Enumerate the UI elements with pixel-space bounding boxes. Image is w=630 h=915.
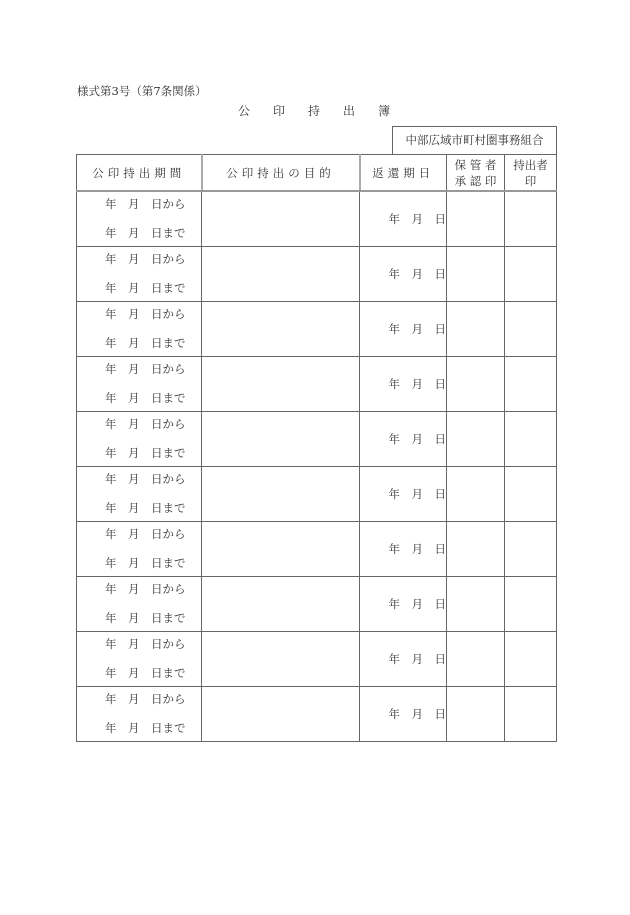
period-to: 年 月 日まで	[105, 666, 186, 680]
form-number: 様式第3号（第7条関係）	[77, 84, 207, 98]
return-date-cell[interactable]: 年 月 日	[360, 632, 447, 687]
period-from: 年 月 日から	[105, 472, 186, 486]
table-row	[77, 632, 557, 687]
period-from: 年 月 日から	[105, 197, 186, 211]
approval-seal-cell[interactable]	[447, 302, 505, 357]
period-to: 年 月 日まで	[105, 391, 186, 405]
period-from: 年 月 日から	[105, 252, 186, 266]
table-header-row	[77, 155, 557, 192]
table-row	[77, 247, 557, 302]
table-row	[77, 577, 557, 632]
table-row	[77, 302, 557, 357]
holder-seal-cell[interactable]	[505, 191, 557, 247]
return-date-cell[interactable]: 年 月 日	[360, 357, 447, 412]
approval-seal-cell[interactable]	[447, 247, 505, 302]
table-row	[77, 687, 557, 742]
period-cell[interactable]	[77, 632, 202, 687]
seal-checkout-ledger	[76, 154, 557, 742]
approval-seal-cell[interactable]	[447, 632, 505, 687]
period-from: 年 月 日から	[105, 362, 186, 376]
title-char: 印	[273, 104, 286, 118]
purpose-cell[interactable]	[202, 687, 360, 742]
return-date-cell[interactable]: 年 月 日	[360, 467, 447, 522]
approval-seal-cell[interactable]	[447, 467, 505, 522]
header-custodian-line1: 保 管 者	[454, 157, 497, 172]
holder-seal-cell[interactable]	[505, 687, 557, 742]
table-row	[77, 357, 557, 412]
approval-seal-cell[interactable]	[447, 687, 505, 742]
title-char: 公	[238, 104, 251, 118]
holder-seal-cell[interactable]	[505, 522, 557, 577]
holder-seal-cell[interactable]	[505, 632, 557, 687]
header-holder-line2: 印	[524, 173, 537, 188]
period-cell[interactable]	[77, 467, 202, 522]
period-cell[interactable]	[77, 302, 202, 357]
title-char: 持	[308, 104, 321, 118]
return-date-cell[interactable]: 年 月 日	[360, 412, 447, 467]
period-from: 年 月 日から	[105, 417, 186, 431]
purpose-cell[interactable]	[202, 191, 360, 247]
header-return-date: 返還期日	[360, 155, 447, 192]
approval-seal-cell[interactable]	[447, 522, 505, 577]
return-date-cell[interactable]: 年 月 日	[360, 687, 447, 742]
title-char: 簿	[378, 104, 391, 118]
period-cell[interactable]	[77, 247, 202, 302]
purpose-cell[interactable]	[202, 577, 360, 632]
period-cell[interactable]	[77, 357, 202, 412]
header-custodian-approval	[447, 155, 505, 192]
period-to: 年 月 日まで	[105, 281, 186, 295]
period-to: 年 月 日まで	[105, 556, 186, 570]
approval-seal-cell[interactable]	[447, 357, 505, 412]
holder-seal-cell[interactable]	[505, 412, 557, 467]
purpose-cell[interactable]	[202, 357, 360, 412]
approval-seal-cell[interactable]	[447, 191, 505, 247]
holder-seal-cell[interactable]	[505, 247, 557, 302]
return-date-cell[interactable]: 年 月 日	[360, 577, 447, 632]
header-holder-line1: 持出者	[513, 157, 548, 172]
return-date-cell[interactable]: 年 月 日	[360, 191, 447, 247]
header-holder-seal	[505, 155, 557, 192]
return-date-cell[interactable]: 年 月 日	[360, 302, 447, 357]
period-from: 年 月 日から	[105, 692, 186, 706]
header-custodian-line2: 承 認 印	[454, 173, 497, 188]
return-date-cell[interactable]: 年 月 日	[360, 522, 447, 577]
purpose-cell[interactable]	[202, 412, 360, 467]
purpose-cell[interactable]	[202, 247, 360, 302]
period-from: 年 月 日から	[105, 307, 186, 321]
period-cell[interactable]	[77, 412, 202, 467]
document-title	[238, 102, 413, 119]
period-cell[interactable]	[77, 522, 202, 577]
purpose-cell[interactable]	[202, 632, 360, 687]
purpose-cell[interactable]	[202, 302, 360, 357]
period-to: 年 月 日まで	[105, 721, 186, 735]
period-cell[interactable]	[77, 191, 202, 247]
holder-seal-cell[interactable]	[505, 302, 557, 357]
period-from: 年 月 日から	[105, 582, 186, 596]
table-row	[77, 412, 557, 467]
table-row	[77, 522, 557, 577]
organization-name: 中部広域市町村圏事務組合	[392, 126, 557, 154]
holder-seal-cell[interactable]	[505, 577, 557, 632]
approval-seal-cell[interactable]	[447, 412, 505, 467]
holder-seal-cell[interactable]	[505, 467, 557, 522]
period-to: 年 月 日まで	[105, 336, 186, 350]
period-from: 年 月 日から	[105, 637, 186, 651]
approval-seal-cell[interactable]	[447, 577, 505, 632]
period-to: 年 月 日まで	[105, 611, 186, 625]
period-cell[interactable]	[77, 577, 202, 632]
header-period: 公印持出期間	[77, 155, 202, 192]
holder-seal-cell[interactable]	[505, 357, 557, 412]
header-purpose: 公印持出の目的	[202, 155, 360, 192]
period-from: 年 月 日から	[105, 527, 186, 541]
purpose-cell[interactable]	[202, 522, 360, 577]
table-row	[77, 467, 557, 522]
period-to: 年 月 日まで	[105, 501, 186, 515]
period-to: 年 月 日まで	[105, 446, 186, 460]
table-row	[77, 191, 557, 247]
title-char: 出	[343, 104, 356, 118]
period-cell[interactable]	[77, 687, 202, 742]
purpose-cell[interactable]	[202, 467, 360, 522]
period-to: 年 月 日まで	[105, 226, 186, 240]
return-date-cell[interactable]: 年 月 日	[360, 247, 447, 302]
